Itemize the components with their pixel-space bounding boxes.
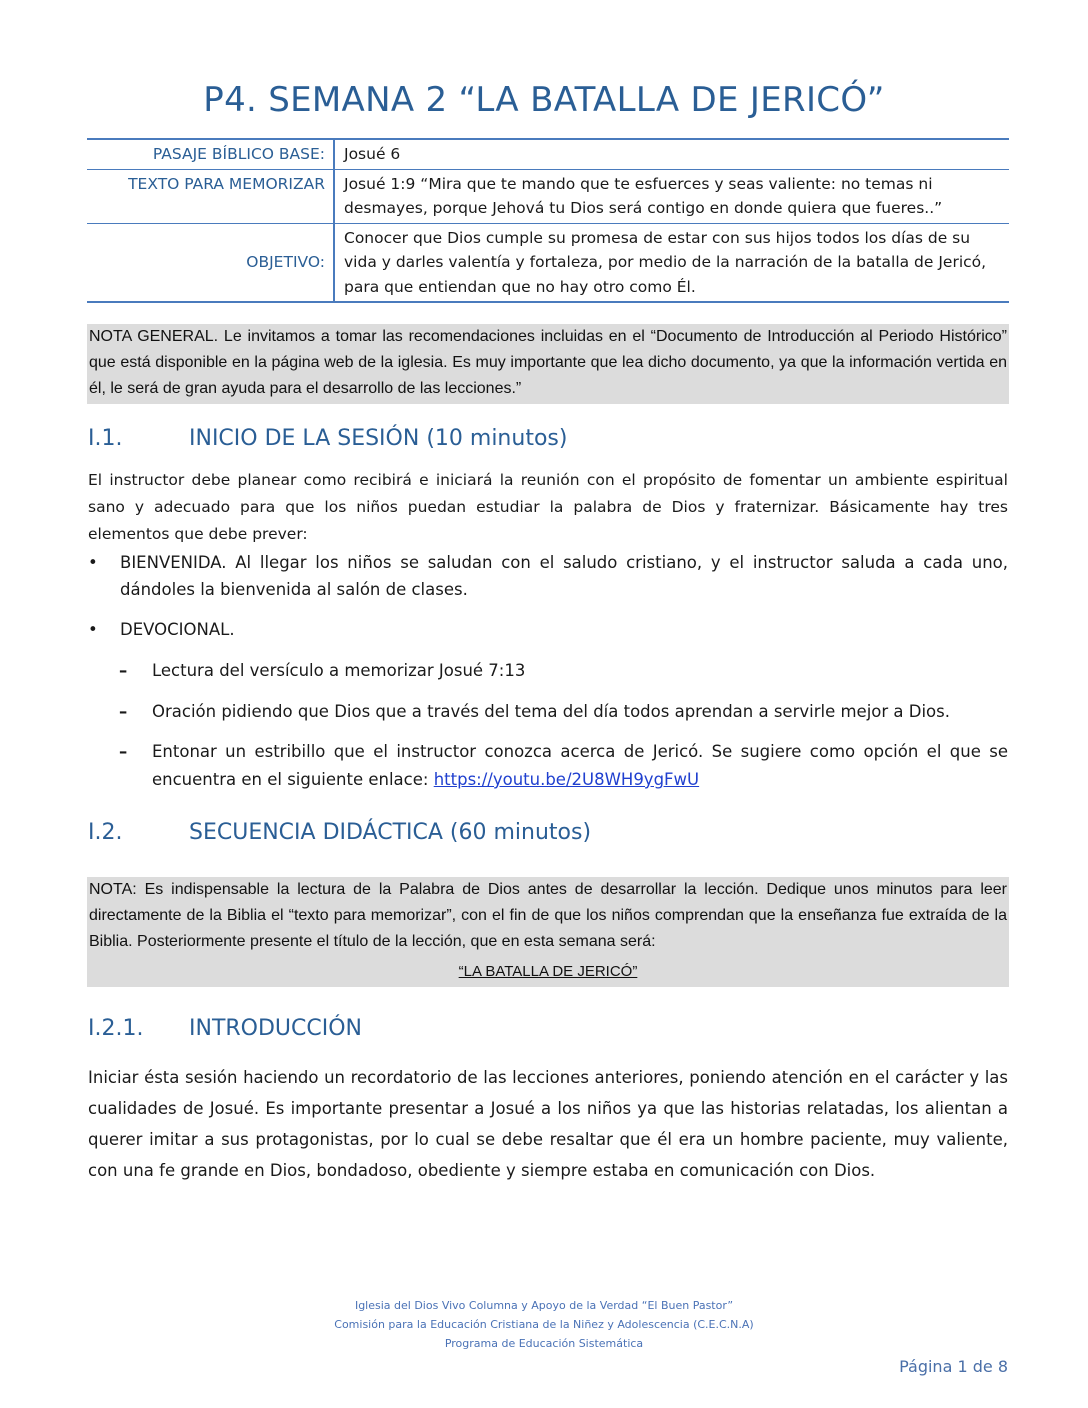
info-value: Conocer que Dios cumple su promesa de estar con sus hijos todos los días de su vida y darles valentía y fortaleza, por medio de la narración de la batalla de Jericó, para que entiendan que no hay otro como Él. — [344, 228, 987, 296]
section-title: SECUENCIA DIDÁCTICA (60 minutos) — [189, 820, 592, 845]
section-title: INTRODUCCIÓN — [189, 1016, 363, 1041]
sub-item-text: Oración pidiendo que Dios que a través del tema del día todos aprendan a servirle mejor a Dios. — [152, 702, 950, 721]
section-intro — [88, 467, 1008, 548]
section-title: INICIO DE LA SESIÓN (10 minutos) — [189, 426, 568, 451]
lesson-note — [87, 877, 1009, 987]
info-value: Josué 6 — [334, 139, 1009, 169]
section-intro-text: El instructor debe planear como recibirá e iniciará la reunión con el propósito de fomentar un ambiente espiritual sano y adecuado para que los niños puedan estudiar la palabra de Dios y fraternizar. Básicamente hay tres elementos que debe prever: — [88, 471, 1008, 543]
general-note-text: NOTA GENERAL. Le invitamos a tomar las recomendaciones incluidas en el “Documento de Introducción al Periodo Histórico” que está disponible en la página web de la iglesia. Es muy importante que lea dicho documento, ya que la información vertida en él, le será de gran ayuda para el desarrollo de las lecciones.” — [89, 328, 1007, 397]
page-title: P4. SEMANA 2 “LA BATALLA DE JERICÓ” — [203, 80, 885, 120]
bullet-devocional — [88, 616, 1008, 643]
info-row-objetivo — [87, 223, 1009, 302]
general-note — [87, 324, 1009, 404]
dash-marker: – — [119, 742, 128, 761]
section-number: I.2. — [88, 820, 123, 845]
bullet-text: DEVOCIONAL. — [120, 620, 235, 639]
footer — [0, 1296, 1088, 1353]
dash-marker: – — [119, 661, 128, 680]
info-label: TEXTO PARA MEMORIZAR — [87, 169, 334, 223]
info-row-texto — [87, 169, 1009, 223]
info-value: Josué 1:9 “Mira que te mando que te esfuerces y seas valiente: no temas ni desmayes, porque Jehová tu Dios será contigo en donde quiera que fueres..” — [334, 169, 1009, 223]
lesson-note-text: NOTA: Es indispensable la lectura de la Palabra de Dios antes de desarrollar la lección. Dedique unos minutos para leer directamente de la Biblia el “texto para memorizar”, con el fin de que los niños comprendan que la enseñanza fue extraída de la Biblia. Posteriormente presente el título de la lección, que en esta semana será: — [89, 881, 1007, 950]
bullet-bienvenida — [88, 549, 1008, 603]
sub-item-text — [152, 738, 1008, 794]
section-number: I.1. — [88, 426, 123, 451]
footer-church: Iglesia del Dios Vivo Columna y Apoyo de la Verdad “El Buen Pastor” — [354, 1299, 734, 1312]
lesson-title: “LA BATALLA DE JERICÓ” — [458, 963, 638, 980]
page-number: Página 1 de 8 — [899, 1357, 1008, 1376]
sub-item-text-body: Entonar un estribillo que el instructor conozca acerca de Jericó. Se sugiere como opción el que se encuentra en el siguiente enlace: — [152, 742, 1008, 789]
introduction-text: Iniciar ésta sesión haciendo un recordatorio de las lecciones anteriores, poniendo atención en el carácter y las cualidades de Josué. Es importante presentar a Josué a los niños ya que las historias relatadas, los alientan a querer imitar a sus protagonistas, por lo cual se debe resaltar que él era un hombre paciente, muy valiente, con una fe grande en Dios, bondadoso, obediente y siempre estaba en comunicación con Dios. — [88, 1068, 1008, 1180]
bullet-marker: • — [88, 620, 98, 639]
sub-item-text: Lectura del versículo a memorizar Josué 7:13 — [152, 661, 526, 680]
info-label: PASAJE BÍBLICO BASE: — [87, 139, 334, 169]
sub-item-oracion — [119, 698, 1008, 726]
youtube-link[interactable]: https://youtu.be/2U8WH9ygFwU — [433, 770, 700, 789]
bullet-marker: • — [88, 553, 98, 572]
info-table — [87, 138, 1009, 303]
info-row-pasaje — [87, 139, 1009, 169]
dash-marker: – — [119, 702, 128, 721]
introduction-paragraph — [88, 1062, 1008, 1186]
info-label: OBJETIVO: — [87, 223, 334, 302]
section-number: I.2.1. — [88, 1016, 144, 1041]
footer-commission: Comisión para la Educación Cristiana de la Niñez y Adolescencia (C.E.C.N.A) — [334, 1318, 754, 1331]
footer-program: Programa de Educación Sistemática — [444, 1337, 644, 1350]
sub-item-lectura — [119, 657, 1008, 685]
sub-item-estribillo — [119, 738, 1008, 794]
bullet-text: BIENVENIDA. Al llegar los niños se saludan con el saludo cristiano, y el instructor saluda a cada uno, dándoles la bienvenida al salón de clases. — [120, 553, 1008, 599]
